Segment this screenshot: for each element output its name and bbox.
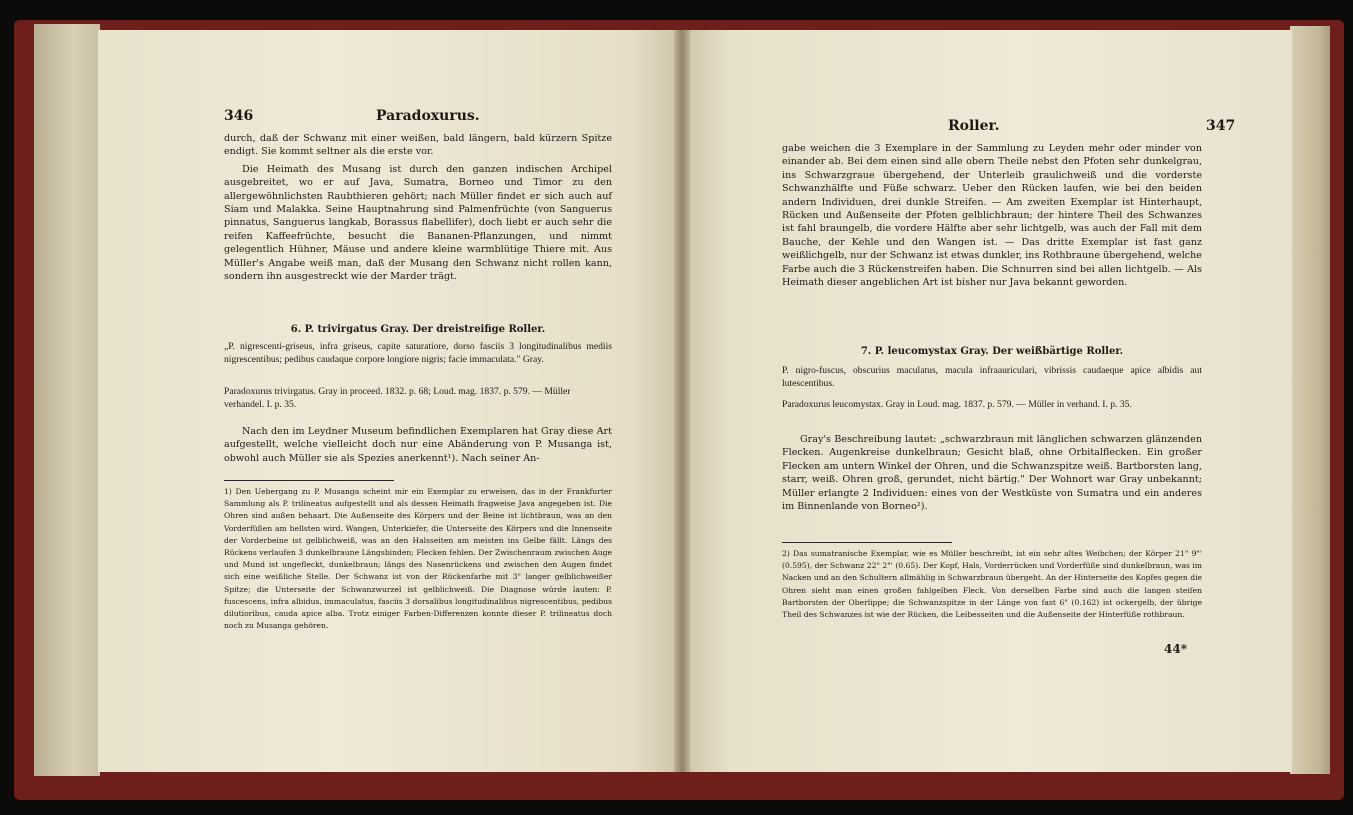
right-paragraph-1: gabe weichen die 3 Exemplare in der Sammlung zu Leyden mehr oder minder von einander ab. Bei dem einen sind alle obern Theile nebst den Pfoten sehr dunkelgrau, ins Schwarzgraue übergehend, der Unterleib graulichweiß und die vorderste Schwanzhälfte und Füße schwarz. Ueber den Rücken laufen, wie bei den beiden andern Individuen, drei dunkle Streifen. — Am zweiten Exemplar ist Hinterhaupt, Rücken und Außenseite der Pfoten gelblichbraun; der hintere Theil des Schwanzes ist fahl braungelb, die vordere Hälfte aber sehr lichtgelb, was auch der Fall mit dem Bauche, der Kehle und den Wangen ist. — Das dritte Exemplar ist fast ganz weißlichgelb, nur der Schwanz ist etwas dunkler, ins Rothbraune übergehend, welche Farbe auch die 3 Rückenstreifen haben. Die Schnurren sind bei allen lichtgelb. — Als Heimath dieser angeblichen Art ist bisher nur Java bekannt geworden. — [782, 143, 1202, 289]
left-paragraph-3: Nach den im Leydner Museum befindlichen Exemplaren hat Gray diese Art aufgestellt, welche vielleicht doch nur eine Abänderung von P. Musanga ist, obwohl auch Müller sie als Spezies anerkennt¹). Nach seiner An- — [224, 426, 612, 464]
synonymy-7: Paradoxurus leucomystax. Gray in Loud. mag. 1837. p. 579. — Müller in verhand. I. p. 35. — [782, 399, 1132, 410]
right-paragraph-2: Gray's Beschreibung lautet: „schwarzbraun mit länglichen schwarzen glänzenden Flecken. Augenkreise dunkelbraun; Gesicht blaß, ohne Orbitalflecken. Ein großer Flecken am untern Winkel der Ohren, und die Schwanzspitze weiß. Bartborsten lang, starr, weiß. Ohren groß, gerundet, nicht bärtig." Der Wohnort war Gray unbekannt; Müller erlangte 2 Individuen: eines von der Westküste von Sumatra und ein anderes im Binnenlande von Borneo²). — [782, 434, 1202, 513]
running-head-left: Paradoxurus. — [376, 108, 480, 124]
diagnosis-7: P. nigro-fuscus, obscurius maculatus, macula infraauriculari, vibrissis caudaeque apice albidis aut lutescentibus. — [782, 365, 1202, 390]
synonymy-6: Paradoxurus trivirgatus. Gray in proceed. 1832. p. 68; Loud. mag. 1837. p. 579. — Müller verhandel. I. p. 35. — [224, 386, 571, 411]
page-number-right: 347 — [1206, 118, 1236, 134]
right-page — [686, 30, 1292, 772]
right-body-top — [782, 142, 1202, 289]
signature-mark: 44* — [1164, 642, 1187, 656]
left-page — [98, 30, 678, 772]
page-number-left: 346 — [224, 108, 254, 124]
page-edges-right — [1290, 26, 1330, 774]
left-body-bottom — [224, 425, 612, 465]
diagnosis-6: „P. nigrescenti-griseus, infra griseus, capite saturatiore, dorso fasciis 3 longitudinalibus mediis nigrescentibus; pedibus caudaque corpore longiore nigris; facie immaculata." Gray. — [224, 341, 612, 366]
footnote-rule-left — [224, 480, 394, 481]
page-edges-left — [34, 24, 100, 776]
book-gutter — [674, 30, 690, 772]
footnote-left — [224, 486, 612, 632]
footnote-2: 2) Das sumatranische Exemplar, wie es Müller beschreibt, ist ein sehr altes Weibchen; der Körper 21" 9"' (0.595), der Schwanz 22" 2"' (0.65). Der Kopf, Hals, Vorderrücken und Vorderfüße sind dunkelbraun, was im Nacken und an den Schultern allmählig in Schwarzbraun übergeht. An der Hinterseite des Kopfes gegen die Ohren sieht man einen großen fahlgelben Fleck. Von derselben Farbe sind auch die langen steifen Bartborsten der Oberlippe; die Schwanzspitze in der Länge von fast 6" (0.162) ist ockergelb, der übrige Theil des Schwanzes ist wie der Rücken, die Leibesseiten und die Außenseite der Hinterfüße rothbraun. — [782, 549, 1202, 620]
section-title-6: 6. P. trivirgatus Gray. Der dreistreifige Roller. — [290, 324, 546, 335]
running-head-right: Roller. — [948, 118, 1000, 134]
left-paragraph-2: Die Heimath des Musang ist durch den ganzen indischen Archipel ausgebreitet, wo er auf Java, Sumatra, Borneo und Timor zu den allergewöhnlichsten Raubthieren gehört; nach Müller findet er sich auch auf Siam und Malakka. Seine Hauptnahrung sind Palmenfrüchte (von Sanguerus pinnatus, Sanguerus langkab, Borassus flabellifer), doch liebt er auch sehr die reifen Kaffeefrüchte, besucht die Bananen-Pflanzungen, und nimmt gelegentlich Hühner, Mäuse und andere kleine warmblütige Thiere mit. Aus Müller's Angabe weiß man, daß der Musang den Schwanz nicht rollen kann, sondern ihn ausgestreckt wie der Marder trägt. — [224, 163, 612, 283]
footnote-right — [782, 548, 1202, 621]
right-body-bottom — [782, 433, 1202, 513]
section-title-7: 7. P. leucomystax Gray. Der weißbärtige Roller. — [860, 346, 1124, 357]
left-body-top — [224, 132, 612, 283]
footnote-rule-right — [782, 542, 952, 543]
footnote-1: 1) Den Uebergang zu P. Musanga scheint mir ein Exemplar zu erweisen, das in der Frankfurter Sammlung als P. trilineatus aufgestellt und als dessen Heimath fragweise Java angegeben ist. Die Ohren sind außen behaart. Die Außenseite des Körpers und der Beine ist lichtbraun, was an den Vorderfüßen am hellsten wird. Wangen, Unterkiefer, die Unterseite des Körpers und die Innenseite der Vorderbeine ist gelblichweiß, was an den Halsseiten am meisten ins Gelbe fällt. Längs des Rückens verlaufen 3 dunkelbraune Längsbinden; Flecken fehlen. Der Zwischenraum zwischen Auge und Mund ist ungefleckt, dunkelbraun; längs des Nasenrückens und zwischen den Augen findet sich eine weißliche Stelle. Der Schwanz ist von der Rückenfarbe mit 3" langer gelblichweißer Spitze; die Unterseite der Schwanzwurzel ist gelblichweiß. Die Diagnose würde lauten: P. fuscescens, infra albidus, immaculatus, fasciis 3 dorsalibus longitudinalibus nigrescentibus, pedibus dilutioribus, cauda apice alba. Trotz einiger Farben-Differenzen konnte dieser P. trilineatus doch noch zu Musanga gehören. — [224, 487, 612, 631]
left-paragraph-1: durch, daß der Schwanz mit einer weißen, bald längern, bald kürzern Spitze endigt. Sie kommt seltner als die erste vor. — [224, 133, 612, 158]
